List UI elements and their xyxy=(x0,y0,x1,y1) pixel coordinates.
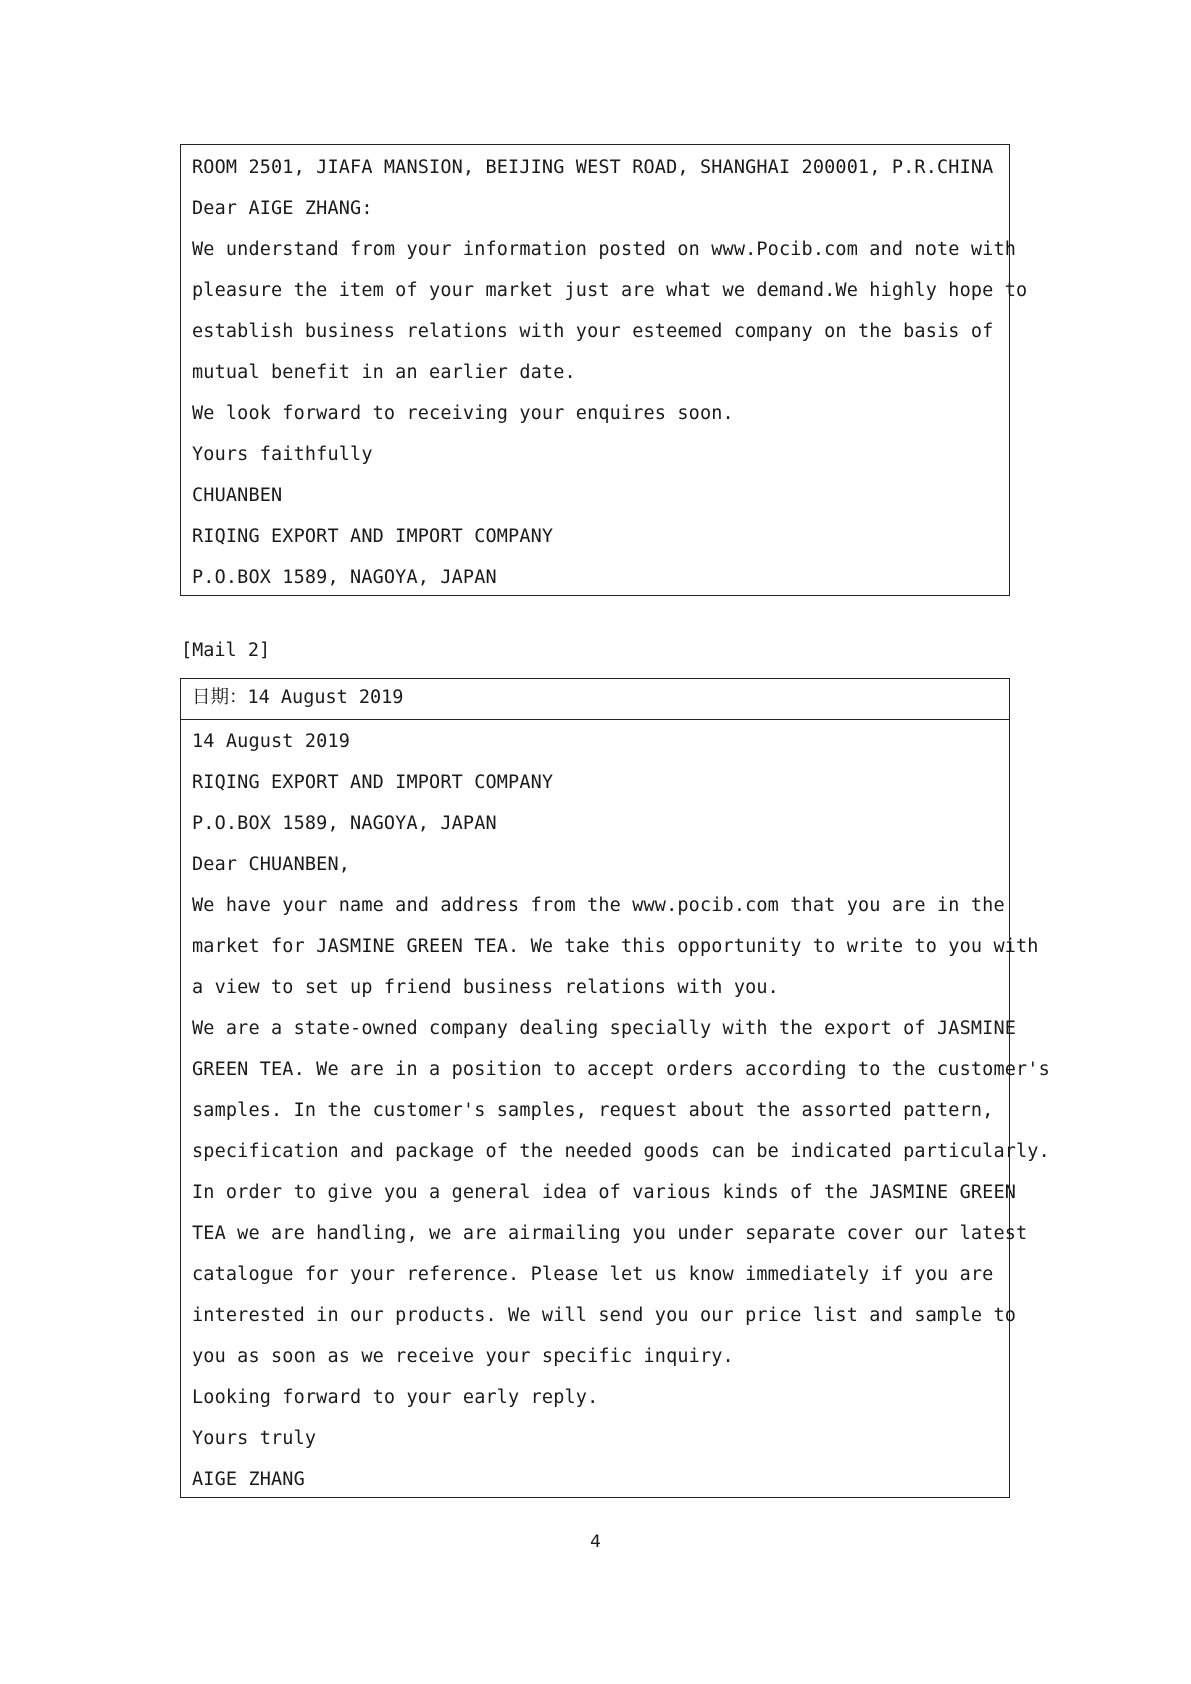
mail-2-body-line: you as soon as we receive your specific inquiry. xyxy=(192,1346,734,1367)
mail-2-body-line: catalogue for your reference. Please let us know immediately if you are xyxy=(192,1264,994,1285)
mail-1-salutation: Dear AIGE ZHANG: xyxy=(192,198,373,219)
mail-2-body-line: specification and package of the needed goods can be indicated particularly. xyxy=(192,1141,1050,1162)
mail-1-letter-box xyxy=(180,144,1028,596)
mail-1-signature-address: P.O.BOX 1589, NAGOYA, JAPAN xyxy=(192,567,497,588)
mail-1-body-line: mutual benefit in an earlier date. xyxy=(192,362,576,383)
mail-2-salutation: Dear CHUANBEN, xyxy=(192,854,351,875)
mail-1-closing: Yours faithfully xyxy=(192,444,373,465)
mail-2-closing: Yours truly xyxy=(192,1428,317,1449)
mail-2-signature-name: AIGE ZHANG xyxy=(192,1469,305,1490)
mail-2-body-line: samples. In the customer's samples, request about the assorted pattern, xyxy=(192,1100,994,1121)
page-number: 4 xyxy=(590,1532,601,1552)
mail-1-address-line: ROOM 2501, JIAFA MANSION, BEIJING WEST ROAD, SHANGHAI 200001, P.R.CHINA xyxy=(192,157,994,178)
mail-1-body-line: We understand from your information posted on www.Pocib.com and note with xyxy=(192,239,1017,260)
mail-2-recipient-address: P.O.BOX 1589, NAGOYA, JAPAN xyxy=(192,813,497,834)
mail-2-recipient-company: RIQING EXPORT AND IMPORT COMPANY xyxy=(192,772,554,793)
mail-2-body-line: interested in our products. We will send you our price list and sample to xyxy=(192,1305,1017,1326)
mail-2-body-line: market for JASMINE GREEN TEA. We take this opportunity to write to you with xyxy=(192,936,1039,957)
mail-2-date-header: 日期：14 August 2019 xyxy=(181,679,1009,720)
mail-2-body-line: GREEN TEA. We are in a position to accept orders according to the customer's xyxy=(192,1059,1050,1080)
mail-1-body-line: We look forward to receiving your enquires soon. xyxy=(192,403,734,424)
mail-2-letter-body xyxy=(181,720,1050,1500)
mail-2-body-line: We are a state-owned company dealing specially with the export of JASMINE xyxy=(192,1018,1017,1039)
mail-2-body-line: We have your name and address from the www.pocib.com that you are in the xyxy=(192,895,1005,916)
mail-1-body-line: establish business relations with your esteemed company on the basis of xyxy=(192,321,994,342)
mail-2-body-line: TEA we are handling, we are airmailing you under separate cover our latest xyxy=(192,1223,1028,1244)
mail-2-label: [Mail 2] xyxy=(181,640,271,661)
mail-1-body-line: pleasure the item of your market just are what we demand.We highly hope to xyxy=(192,280,1028,301)
mail-1-signature-company: RIQING EXPORT AND IMPORT COMPANY xyxy=(192,526,554,547)
mail-2-body-line: a view to set up friend business relations with you. xyxy=(192,977,779,998)
mail-2-body-line: In order to give you a general idea of various kinds of the JASMINE GREEN xyxy=(192,1182,1017,1203)
mail-2-letter-box xyxy=(180,678,1050,1498)
mail-2-date-line: 14 August 2019 xyxy=(192,731,351,752)
mail-1-signature-name: CHUANBEN xyxy=(192,485,283,506)
mail-2-body-line: Looking forward to your early reply. xyxy=(192,1387,599,1408)
